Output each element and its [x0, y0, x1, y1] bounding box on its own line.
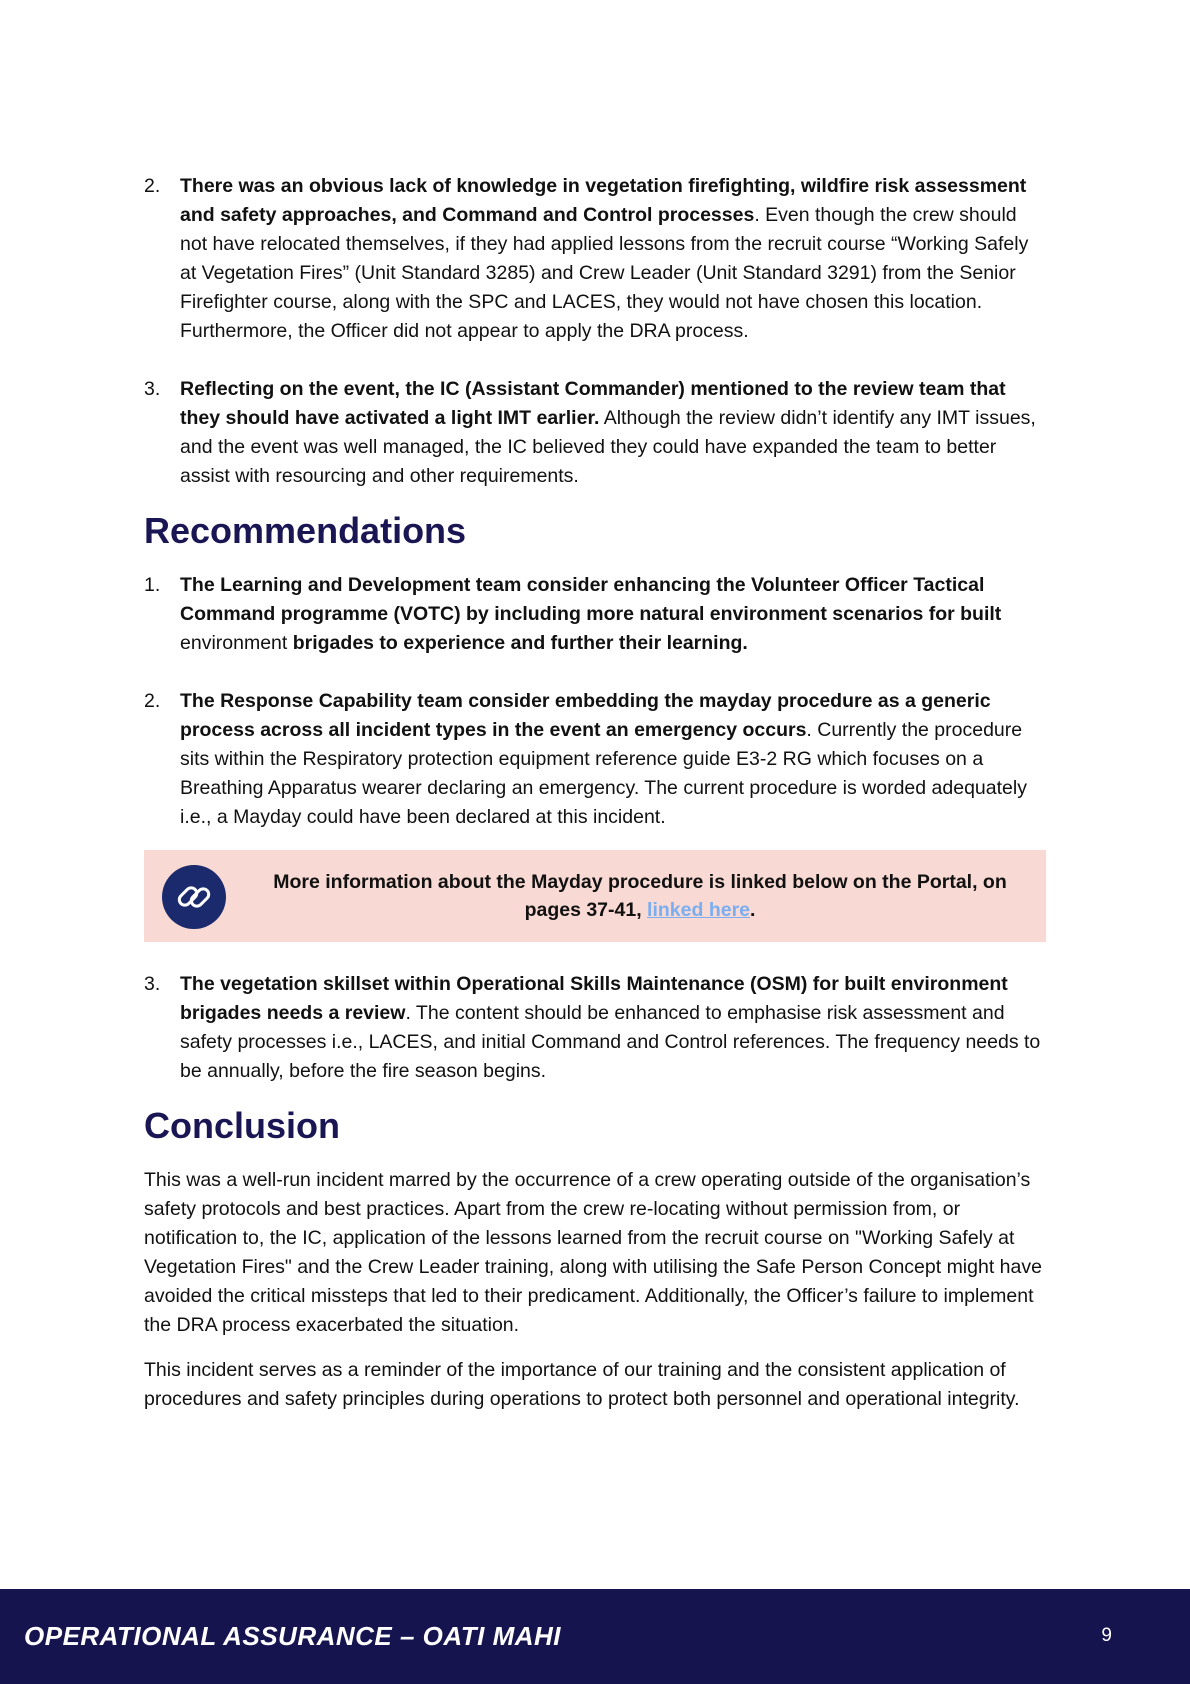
footer-title: OPERATIONAL ASSURANCE – OATI MAHI — [24, 1621, 562, 1651]
recommendation-text: environment — [180, 632, 288, 654]
recommendation-bold-text: The vegetation skillset within Operational Skills Maintenance (OSM) for built environment brigades needs a review — [180, 973, 1008, 1024]
callout-period: . — [750, 899, 756, 921]
recommendations-list — [144, 571, 1046, 832]
recommendation-item-1 — [144, 571, 1046, 658]
list-number: 1. — [144, 574, 161, 596]
finding-item-2 — [144, 172, 1046, 346]
list-number: 2. — [144, 690, 161, 712]
conclusion-paragraph-2: This incident serves as a reminder of the importance of our training and the consistent application of procedures and safety principles during operations to protect both personnel and operational integrity. — [144, 1359, 1020, 1410]
callout-text — [254, 868, 1026, 924]
callout-message: More information about the Mayday procedure is linked below on the Portal, on pages 37-41, — [273, 871, 1007, 921]
recommendation-text: . Currently the procedure sits within the Respiratory protection equipment reference guide E3-2 RG which focuses on a Breathing Apparatus wearer declaring an emergency. The current procedure is worded adequately i.e., a Mayday could have been declared at this incident. — [180, 719, 1027, 828]
portal-link[interactable]: linked here — [647, 899, 751, 921]
conclusion-heading: Conclusion — [144, 1105, 340, 1146]
finding-text: . Even though the crew should not have relocated themselves, if they had applied lessons from the recruit course “Working Safely at Vegetation Fires” (Unit Standard 3285) and Crew Leader (Unit Standard 3291) from the Senior Firefighter course, along with the SPC and LACES, they would not have chosen this location. Furthermore, the Officer did not appear to apply the DRA process. — [180, 204, 1029, 342]
page-number: 9 — [1101, 1625, 1112, 1646]
finding-item-3 — [144, 375, 1046, 491]
recommendation-bold-text: The Response Capability team consider embedding the mayday procedure as a generic process across all incident types in the event an emergency occurs — [180, 690, 991, 741]
recommendation-bold-text: brigades to experience and further their learning. — [287, 632, 748, 654]
recommendation-item-2 — [144, 687, 1046, 832]
recommendations-list-continued — [144, 970, 1046, 1086]
findings-list — [144, 172, 1046, 491]
recommendation-text: . The content should be enhanced to emphasise risk assessment and safety processes i.e., LACES, and initial Command and Control references. The frequency needs to be annually, before the fire season begins. — [180, 1002, 1041, 1082]
recommendations-heading: Recommendations — [144, 510, 467, 551]
list-number: 2. — [144, 175, 161, 197]
conclusion-paragraph-1: This was a well-run incident marred by the occurrence of a crew operating outside of the organisation’s safety protocols and best practices. Apart from the crew re-locating without permission from, or notification to, the IC, application of the lessons learned from the recruit course on "Working Safely at Vegetation Fires" and the Crew Leader training, along with utilising the Safe Person Concept might have avoided the critical missteps that led to their predicament. Additionally, the Officer’s failure to implement the DRA process exacerbated the situation. — [144, 1169, 1042, 1336]
list-number: 3. — [144, 973, 161, 995]
recommendation-item-3 — [144, 970, 1046, 1086]
list-number: 3. — [144, 378, 161, 400]
document-body — [144, 172, 1046, 1430]
mayday-callout — [144, 850, 1046, 942]
finding-text: Although the review didn’t identify any IMT issues, and the event was well managed, the IC believed they could have expanded the team to better assist with resourcing and other requirements. — [180, 407, 1036, 487]
link-icon — [162, 865, 226, 929]
page-footer — [0, 1589, 1190, 1684]
recommendation-bold-text: The Learning and Development team consider enhancing the Volunteer Officer Tactical Command programme (VOTC) by including more natural environment scenarios for built — [180, 574, 1002, 625]
finding-bold-text: There was an obvious lack of knowledge in vegetation firefighting, wildfire risk assessment and safety approaches, and Command and Control processes — [180, 175, 1027, 226]
finding-bold-text: Reflecting on the event, the IC (Assistant Commander) mentioned to the review team that they should have activated a light IMT earlier. — [180, 378, 1006, 429]
